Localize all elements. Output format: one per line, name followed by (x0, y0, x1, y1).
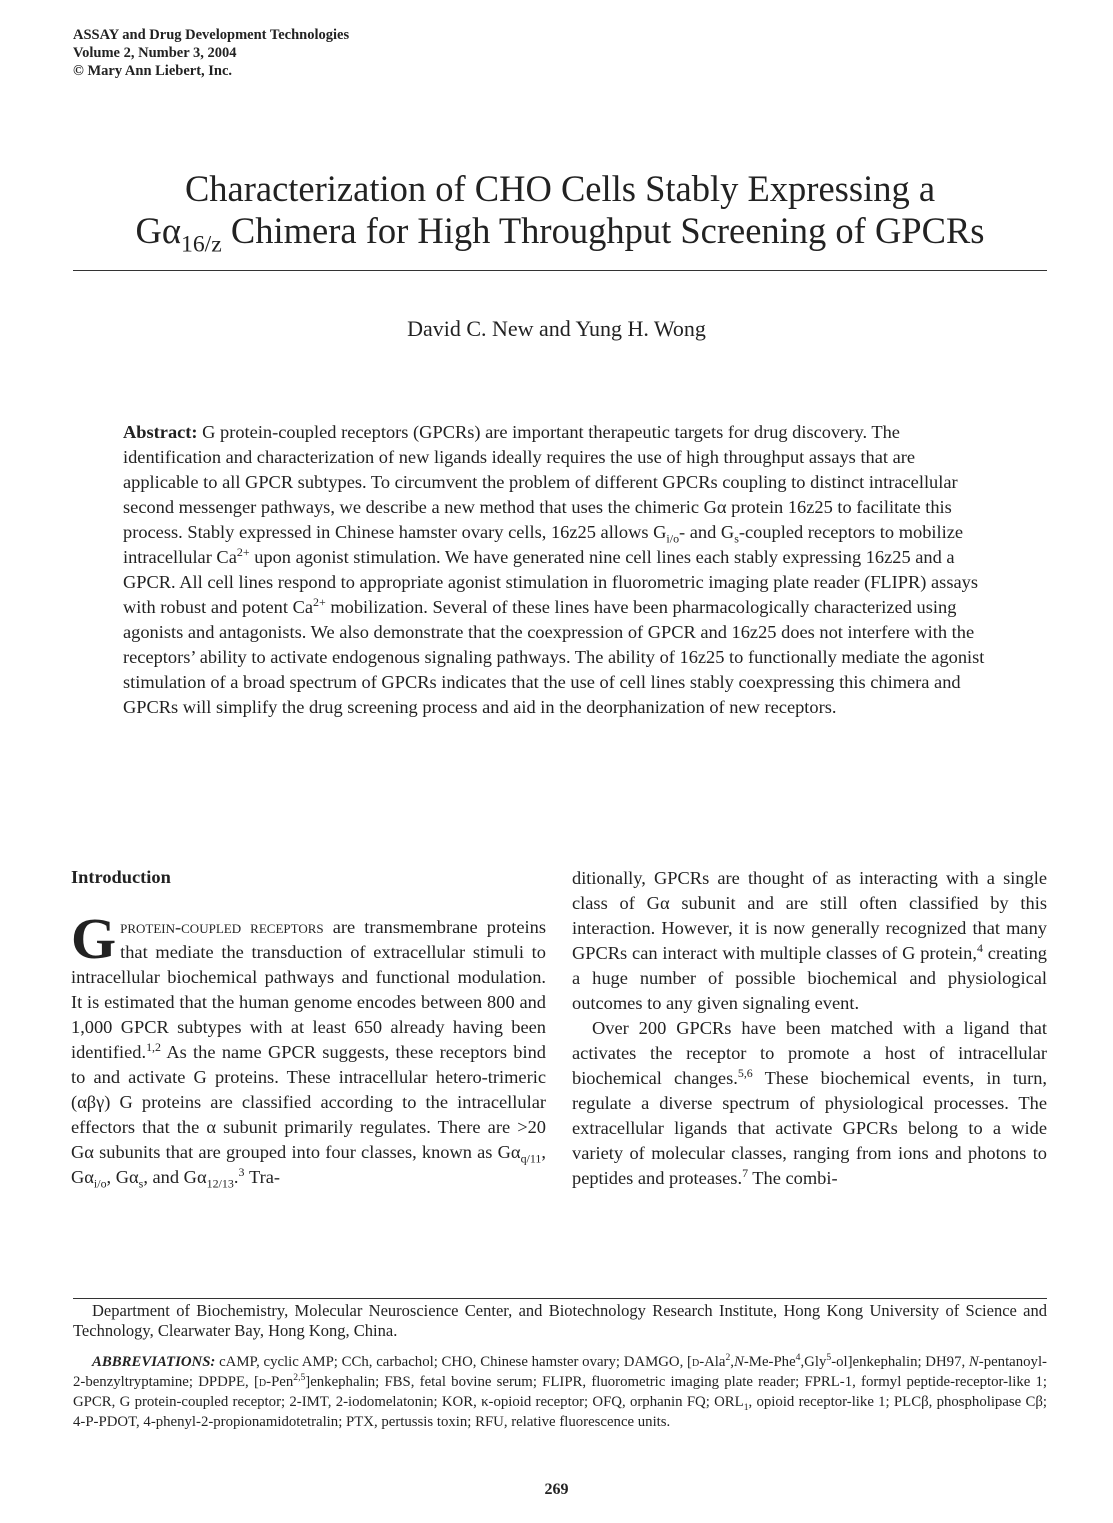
intro-paragraph-2: Over 200 GPCRs have been matched with a ligand that activates the receptor to promote a host of intracellular biochemical changes.$^{5,6}$ These biochemical events, in turn, regulate a diverse spectrum of physiological processes. The extracellular ligands that activate GPCRs belong to a wide variety of molecular classes, ranging from ions and photons to peptides and proteases.$^7$ The combi- (572, 1018, 1048, 1188)
body-column-right (572, 866, 1047, 1191)
affiliation-footnote: Department of Biochemistry, Molecular Neuroscience Center, and Biotechnology Research Institute, Hong Kong University of Science and Technology, Clearwater Bay, Hong Kong, China. (73, 1301, 1047, 1340)
authors: David C. New and Yung H. Wong (407, 316, 706, 341)
drop-cap: G (71, 906, 117, 971)
paper-title (60, 168, 1060, 258)
section-heading-introduction: Introduction (71, 867, 171, 887)
abbreviations-label: ABBREVIATIONS: (92, 1354, 216, 1370)
abbreviations-footnote: ABBREVIATIONS: cAMP, cyclic AMP; CCh, carbachol; CHO, Chinese hamster ovary; DAMGO, [d-Ala$^2$,N-Me-Phe$^4$,Gly$^5$-ol]enkephalin; DH97, N-pentanoyl-2-benzyltryptamine; DPDPE, [d-Pen$^{2,5}$]enkephalin; FBS, fetal bovine serum; FLIPR, fluorometric imaging plate reader; FPRL-1, formyl peptide-receptor-like 1; GPCR, G protein-coupled receptor; 2-IMT, 2-iodomelatonin; KOR, κ-opioid receptor; OFQ, orphanin FQ; $ORL_1$, opioid receptor-like 1; PLCβ, phospholipase Cβ; 4-P-PDOT, 4-phenyl-2-propionamidotetralin; PTX, pertussis toxin; RFU, relative fluorescence units. (73, 1352, 1048, 1430)
journal-header (73, 26, 349, 80)
journal-volume: Volume 2, Number 3, 2004 (73, 45, 237, 61)
abstract-label: Abstract: (123, 422, 198, 442)
body-column-left (71, 906, 546, 1191)
intro-paragraph-continued: ditionally, GPCRs are thought of as interacting with a single class of Gα subunit and are still often classified by this interaction. However, it is now generally recognized that many GPCRs can interact with multiple classes of G protein,$^4$ creating a huge number of possible biochemical and physiological outcomes to any given signaling event. (572, 868, 1047, 1013)
title-line-1: Characterization of CHO Cells Stably Expressing a (184, 168, 936, 209)
journal-copyright: © Mary Ann Liebert, Inc. (73, 63, 233, 79)
footnote-rule (73, 1298, 1047, 1299)
intro-paragraph-1: Gprotein-coupled receptors are transmembrane proteins that mediate the transduction of extracellular stimuli to intracellular biochemical pathways and functional modulation. It is estimated that the human genome encodes between 800 and 1,000 GPCR subtypes with at least 650 already having been identified.$^{1,2}$ As the name GPCR suggests, these receptors bind to and activate G proteins. These intracellular hetero-trimeric (αβγ) G proteins are classified according to the intracellular effectors that the α subunit primarily regulates. There are >20 Gα subunits that are grouped into four classes, known as $G\alpha_{q/11}$, $G\alpha_{i/o}$, $G\alpha_s$, and $G\alpha_{12/13}.^3$ Tra- (71, 906, 546, 1191)
abstract: Abstract: G protein-coupled receptors (GPCRs) are important therapeutic targets for drug discovery. The identification and characterization of new ligands ideally requires the use of high throughput assays that are applicable to all GPCR subtypes. To circumvent the problem of different GPCRs coupling to distinct intracellular second messenger pathways, we describe a new method that uses the chimeric Gα protein 16z25 to facilitate this process. Stably expressed in Chinese hamster ovary cells, 16z25 allows $G_{i/o}-$ and $G_s$-coupled receptors to mobilize intracellular $Ca^{2+}$ upon agonist stimulation. We have generated nine cell lines each stably expressing 16z25 and a GPCR. All cell lines respond to appropriate agonist stimulation in fluorometric imaging plate reader (FLIPR) assays with robust and potent $Ca^{2+}$ mobilization. Several of these lines have been pharmacologically characterized using agonists and antagonists. We also demonstrate that the coexpression of GPCR and 16z25 does not interfere with the receptors’ ability to activate endogenous signaling pathways. The ability of 16z25 to functionally mediate the agonist stimulation of a broad spectrum of GPCRs indicates that the use of cell lines stably coexpressing this chimera and GPCRs will simplify the drug screening process and aid in the deorphanization of new receptors. (123, 422, 985, 717)
page-number: 269 (544, 1481, 569, 1498)
journal-name: ASSAY and Drug Development Technologies (73, 27, 350, 43)
title-line-2: $G\alpha_{16/z}$ Chimera for High Throughput Screening of GPCRs (135, 210, 985, 258)
title-rule (73, 270, 1047, 271)
